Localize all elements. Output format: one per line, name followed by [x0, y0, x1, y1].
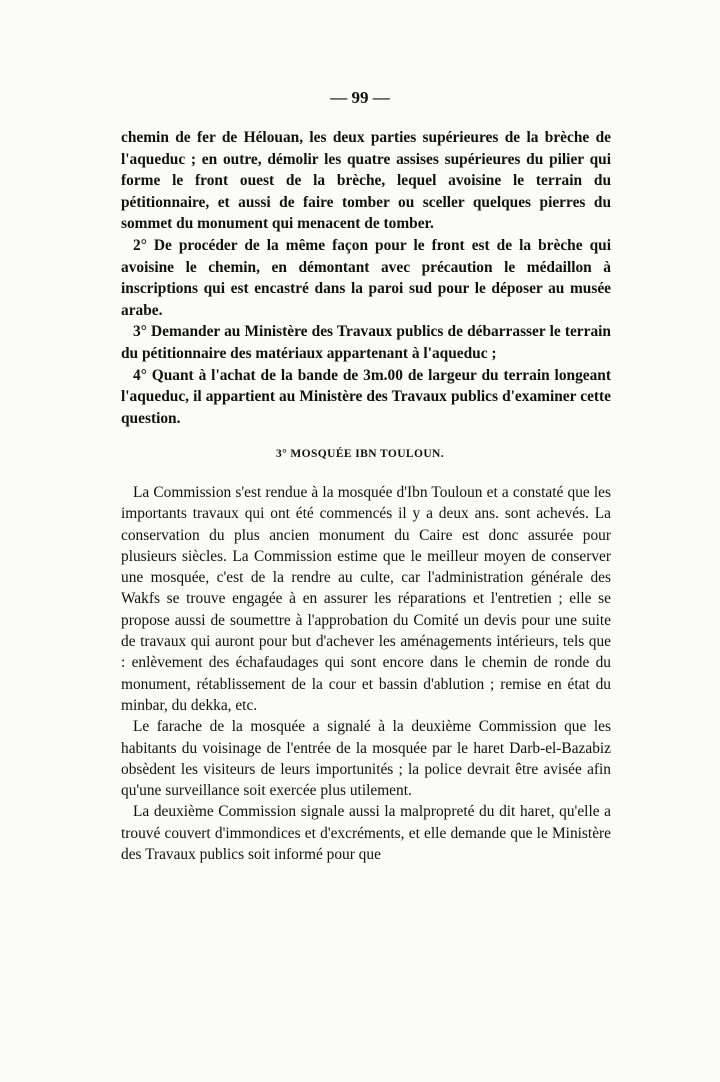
section-heading: 3° MOSQUÉE IBN TOULOUN. — [275, 448, 444, 460]
paragraph-haret-cleanliness: La deuxième Commission signale aussi la malpropreté du dit haret, qu'elle a trouvé couvert d'immondices et d'excréments, et elle demande que le Ministère des Travaux publics soit informé pour que — [121, 803, 611, 864]
paragraph-item-4: 4° Quant à l'achat de la bande de 3m.00 de largeur du terrain longeant l'aqueduc, il appartient au Ministère des Travaux publics d'examiner cette question. — [121, 366, 611, 427]
page-number: — 99 — — [330, 88, 390, 107]
paragraph-farache-report: Le farache de la mosquée a signalé à la deuxième Commission que les habitants du voisinage de l'entrée de la mosquée par le haret Darb-el-Bazabiz obsèdent les visiteurs de leurs importunités ; la police devrait être avisée afin qu'une surveillance soit exercée plus utilement. — [121, 718, 611, 800]
paragraph-commission-visit: La Commission s'est rendue à la mosquée d'Ibn Touloun et a constaté que les importants travaux qui ont été commencés il y a deux ans. sont achevés. La conservation du plus ancien monument du Caire est donc assurée pour plusieurs siècles. La Commission estime que le meilleur moyen de conserver une mosquée, c'est de la rendre au culte, car l'administration générale des Wakfs se trouve engagée à en assurer les réparations et l'entretien ; elle se propose aussi de soumettre à l'approbation du Comité un devis pour une suite de travaux qui auront pour but d'achever les aménagements intérieurs, tels que : enlèvement des échafaudages qui sont encore dans le chemin de ronde du monument, rétablissement de la cour et bassin d'ablution ; remise en état du minbar, du dekka, etc. — [121, 484, 611, 714]
upper-text-block — [121, 127, 611, 429]
paragraph-item-3: 3° Demander au Ministère des Travaux publics de débarrasser le terrain du pétitionnaire des matériaux appartenant à l'aqueduc ; — [121, 323, 611, 362]
paragraph-continuation: chemin de fer de Hélouan, les deux parties supérieures de la brèche de l'aqueduc ; en outre, démolir les quatre assises supérieures du pilier qui forme le front ouest de la brèche, lequel avoisine le terrain du pétitionnaire, et aussi de faire tomber ou sceller quelques pierres du sommet du monument qui menacent de tomber. — [121, 129, 611, 233]
paragraph-item-2: 2° De procéder de la même façon pour le front est de la brèche qui avoisine le chemin, en démontant avec précaution le médaillon à inscriptions qui est encastré dans la paroi sud pour le déposer au musée arabe. — [121, 236, 611, 319]
section-text-block — [121, 482, 611, 865]
